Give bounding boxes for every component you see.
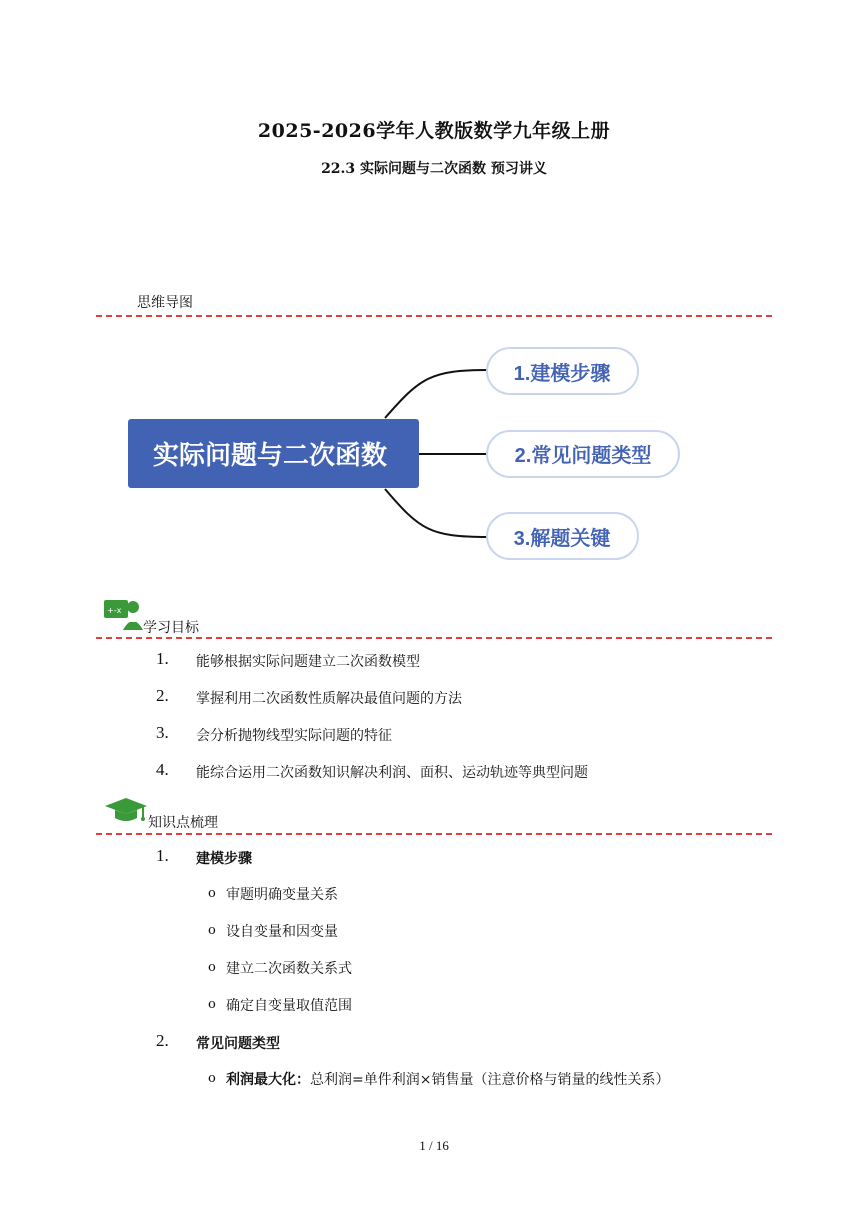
goal-item: 会分析抛物线型实际问题的特征 bbox=[196, 728, 392, 744]
knowledge-heading: 常见问题类型 bbox=[196, 1036, 280, 1052]
section-label-goals: 学习目标 bbox=[143, 620, 199, 636]
bullet-text: 总利润=单件利润×销售量（注意价格与销量的线性关系） bbox=[310, 1072, 670, 1088]
teacher-icon bbox=[103, 598, 145, 632]
mind-map-connector bbox=[385, 489, 488, 537]
list-number: 4. bbox=[156, 760, 169, 779]
list-number: 1. bbox=[156, 846, 169, 865]
document-title: 2025-2026学年人教版数学九年级上册 bbox=[257, 120, 611, 142]
list-number: 2. bbox=[156, 686, 169, 705]
section-divider bbox=[96, 637, 772, 639]
page-number: 1 bbox=[419, 1138, 426, 1153]
page-separator: / bbox=[428, 1138, 433, 1153]
knowledge-bullet: 设自变量和因变量 bbox=[226, 924, 338, 940]
page-total: 16 bbox=[435, 1138, 449, 1153]
mind-map-branch-label: 1.建模步骤 bbox=[513, 363, 611, 385]
bullet-marker: o bbox=[208, 1071, 216, 1086]
mind-map-connector bbox=[385, 370, 488, 418]
goal-item: 掌握利用二次函数性质解决最值问题的方法 bbox=[196, 691, 462, 707]
bullet-marker: o bbox=[208, 923, 216, 938]
knowledge-bullet: 审题明确变量关系 bbox=[226, 887, 338, 903]
knowledge-bullet: 确定自变量取值范围 bbox=[226, 998, 352, 1014]
list-number: 3. bbox=[156, 723, 169, 742]
goal-item: 能综合运用二次函数知识解决利润、面积、运动轨迹等典型问题 bbox=[196, 765, 588, 781]
list-number: 2. bbox=[156, 1031, 169, 1050]
bullet-marker: o bbox=[208, 886, 216, 901]
knowledge-bullet bbox=[226, 1069, 669, 1089]
bullet-marker: o bbox=[208, 997, 216, 1012]
section-label-knowledge: 知识点梳理 bbox=[148, 815, 218, 831]
section-divider bbox=[96, 833, 772, 835]
bullet-marker: o bbox=[208, 960, 216, 975]
knowledge-heading: 建模步骤 bbox=[196, 851, 252, 867]
mind-map-root-label: 实际问题与二次函数 bbox=[152, 440, 388, 470]
document-subtitle: 22.3 实际问题与二次函数 预习讲义 bbox=[321, 161, 547, 177]
section-label-mindmap: 思维导图 bbox=[137, 295, 193, 311]
page-footer bbox=[0, 1138, 868, 1154]
mind-map-branch-label: 3.解题关键 bbox=[513, 528, 611, 550]
goal-item: 能够根据实际问题建立二次函数模型 bbox=[196, 654, 420, 670]
knowledge-bullet: 建立二次函数关系式 bbox=[226, 961, 352, 977]
list-number: 1. bbox=[156, 649, 169, 668]
graduation-cap-icon bbox=[103, 796, 149, 828]
svg-text:+-x: +-x bbox=[107, 606, 122, 615]
mind-map-branch-label: 2.常见问题类型 bbox=[514, 445, 652, 467]
mind-map bbox=[0, 0, 868, 600]
bullet-bold-term: 利润最大化： bbox=[226, 1072, 310, 1088]
